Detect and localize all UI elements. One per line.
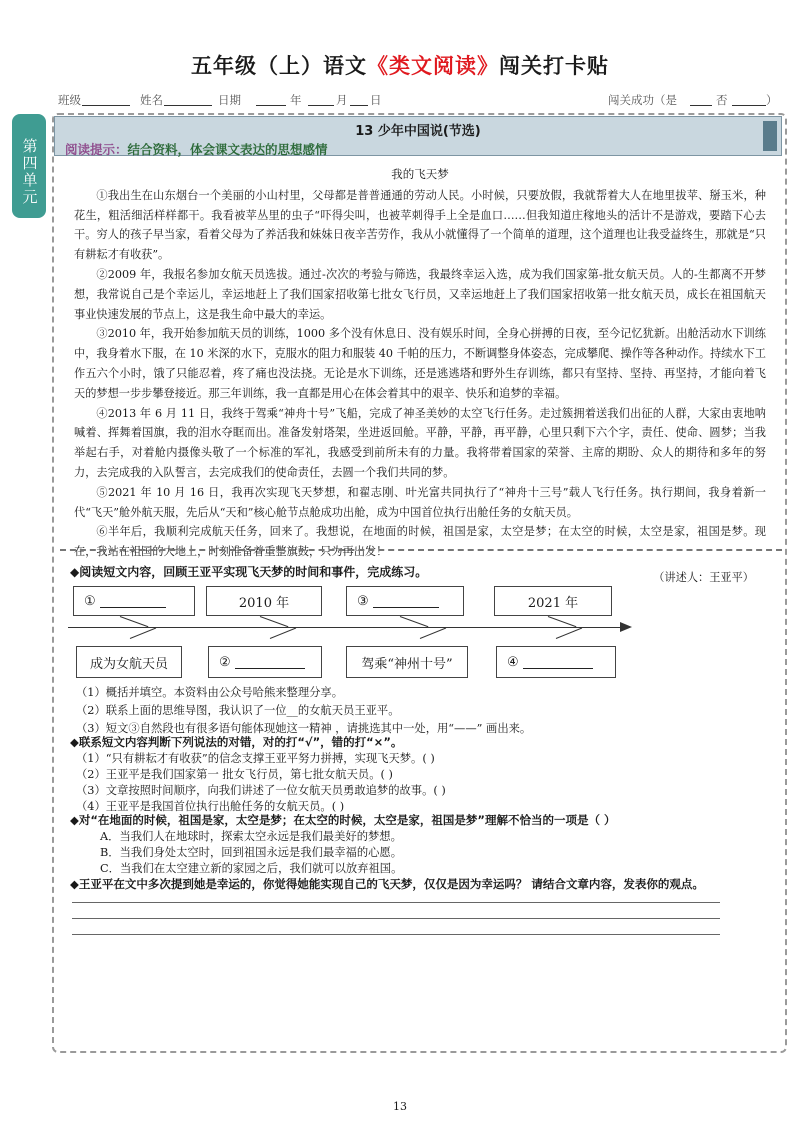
q2-item[interactable]: （1）“只有耕耘才有收获”的信念支撑王亚平努力拼搏，实现飞天梦。( ) [76, 752, 435, 765]
timeline-arrowhead [620, 622, 632, 632]
day-label: 日 [370, 93, 382, 107]
class-label: 班级 [58, 93, 81, 107]
question-1-heading: ◆阅读短文内容，回顾王亚平实现飞天梦的时间和事件，完成练习。 [70, 565, 428, 579]
section-title: 13 少年中国说(节选) [355, 124, 481, 139]
title-highlight: 《类文阅读》 [367, 54, 499, 78]
page-title [0, 50, 800, 80]
unit-side-tab: 第四单元 [12, 114, 46, 218]
q1-sub-3: （3）短文③自然段也有很多语句能体现她这一精神 ，请挑选其中一处，用“——” 画出来。 [76, 722, 532, 735]
section-header [54, 116, 782, 156]
name-label: 姓名 [140, 93, 163, 107]
article [74, 165, 766, 588]
q2-item[interactable]: （3）文章按照时间顺序，向我们讲述了一位女航天员勇敢追梦的故事。( ) [76, 784, 446, 797]
timeline-box-2021 [494, 586, 612, 616]
name-field[interactable] [164, 105, 212, 106]
header-accent-block [763, 121, 777, 151]
reading-tip-text: 结合资料，体会课文表达的思想感情 [127, 142, 328, 157]
timeline-box-2010 [206, 586, 322, 616]
year-label: 年 [290, 93, 302, 107]
q2-item[interactable]: （4）王亚平是我国首位执行出舱任务的女航天员。( ) [76, 800, 345, 813]
title-prefix: 五年级（上）语文 [191, 54, 367, 78]
timeline-box-4-label: ④ [507, 654, 519, 670]
timeline-blank-1[interactable] [100, 594, 166, 608]
timeline-box-4[interactable] [496, 646, 616, 678]
student-info-bar [58, 92, 788, 110]
pass-no-label: 否 [716, 93, 728, 107]
q1-sub-1: （1）概括并填空。本资料由公众号哈熊来整理分享。 [76, 686, 344, 699]
q3-option-c[interactable]: C．当我们在太空建立新的家园之后，我们就可以放弃祖国。 [100, 862, 403, 875]
timeline-box-3-label: ③ [357, 593, 369, 609]
q1-sub-2: （2）联系上面的思维导图，我认识了一位__的女航天员王亚平。 [76, 704, 400, 717]
q2-item[interactable]: （2）王亚平是我们国家第一 批女飞行员，第七批女航天员。( ) [76, 768, 393, 781]
article-paragraph: ⑤2021 年 10 月 16 日，我再次实现飞天梦想，和翟志刚、叶光富共同执行了“神舟十三号”载人飞行任务。执行期间，我身着新一代“飞天”舱外航天服，先后从“天和”核心舱节点舱成功出舱，成为中国首位执行出舱任务的女航天员。 [74, 485, 766, 519]
narrator: （讲述人：王亚平） [653, 570, 754, 584]
question-2-heading: ◆联系短文内容判断下列说法的对错，对的打“√”，错的打“×”。 [70, 735, 403, 749]
article-paragraph: ③2010 年，我开始参加航天员的训练，1000 多个没有休息日、没有娱乐时间，全身心拼搏的日夜，至今记忆犹新。出舱活动水下训练中，我身着水下服，在 10 米深的水下，克服水的阻力和服装 40 千帕的压力，不断调整身体姿态，完成攀爬、操作等各种动作。持续水下工作五六个小时，饿了只能忍着，疼了痛也没法挠。无论是水下训练，还是逃逃塔和野外生存训练，都只有坚持、坚持、再坚持，才能向着飞天的梦想一步步攀登接近。那三年训练，我一直都是用心在体会着其中的艰辛、快乐和追梦的幸福。 [74, 327, 766, 400]
section-divider [60, 549, 782, 551]
reading-tip-label: 阅读提示： [65, 142, 128, 157]
pass-yes-field[interactable] [690, 105, 712, 106]
timeline-box-2-label: ② [219, 654, 231, 670]
timeline-box-2010-label: 2010 年 [238, 595, 290, 611]
question-4-heading: ◆王亚平在文中多次提到她是幸运的，你觉得她能实现自己的飞天梦，仅仅是因为幸运吗？ 请结合文章内容，发表你的观点。 [70, 877, 704, 891]
timeline-event-female-astronaut [76, 646, 182, 678]
class-field[interactable] [82, 105, 130, 106]
day-field[interactable] [350, 105, 368, 106]
timeline-box-2[interactable] [208, 646, 322, 678]
year-field[interactable] [256, 105, 286, 106]
answer-line[interactable] [72, 934, 720, 935]
article-paragraph: ⑥半年后，我顺利完成航天任务，回来了。我想说，在地面的时候，祖国是家，太空是梦；在太空的时候，太空是家，祖国是梦。现在，我站在祖国的大地上，时刻准备着重整旗鼓，只为再出发！ [74, 525, 766, 559]
timeline-box-1-label: ① [84, 593, 96, 609]
pass-label: 闯关成功（是 [608, 93, 677, 107]
timeline-event-shenzhou [346, 646, 468, 678]
q3-option-a[interactable]: A．当我们人在地球时，探索太空永远是我们最美好的梦想。 [100, 830, 402, 843]
timeline-box-3[interactable] [346, 586, 464, 616]
month-label: 月 [336, 93, 348, 107]
answer-line[interactable] [72, 918, 720, 919]
title-suffix: 闯关打卡贴 [499, 54, 609, 78]
pass-no-field[interactable] [732, 105, 766, 106]
article-paragraph: ①我出生在山东烟台一个美丽的小山村里，父母都是普普通通的劳动人民。小时候，只要放假，我就帮着大人在地里拔苹、掰玉米，种花生，粗活细活样样都干。我看被苹丛里的虫子“吓得尖叫，也被苹刺得手上全是血口……但我知道庄稼地头的活计不是游戏，要踏下心去干。穷人的孩子早当家，看着父母为了养活我和妹妹日夜辛苦劳作，我从小就懂得了一个简单的道理，这个道理也让我受益终生，那就是“只有耕耘才有收获”。 [74, 188, 766, 262]
reading-tip [65, 140, 328, 158]
question-3-heading: ◆对“在地面的时候，祖国是家，太空是梦；在太空的时候，太空是家，祖国是梦”理解不恰当的一项是（ ） [70, 813, 616, 827]
timeline-box-2021-label: 2021 年 [527, 595, 579, 611]
page-number: 13 [393, 1100, 407, 1113]
answer-line[interactable] [72, 902, 720, 903]
q3-option-b[interactable]: B．当我们身处太空时，回到祖国永远是我们最幸福的心愿。 [100, 846, 403, 859]
timeline-blank-3[interactable] [373, 594, 439, 608]
article-paragraph: ④2013 年 6 月 11 日，我终于驾乘“神舟十号”飞船，完成了神圣美妙的太空飞行任务。走过簇拥着送我们出征的人群，大家由衷地呐喊着、挥舞着国旗，我的泪水夺眶而出。准备发射塔架，坐进返回舱。平静，平静，再平静，心里只剩下六个字，责任、使命、圆梦；当我举起右手，对着舱内摄像头敬了一个标准的军礼，我感受到前所未有的力量。我将带着国家的荣誉、主席的期盼、众人的期待和多年的努力，去完成我的入队誓言，去完成我们的使命责任，去圆一个我们共同的梦。 [74, 406, 766, 479]
timeline-box-1[interactable] [73, 586, 195, 616]
article-title: 我的飞天梦 [391, 167, 449, 181]
timeline-blank-2[interactable] [235, 655, 305, 669]
date-label: 日期 [218, 93, 241, 107]
pass-close-paren: ） [766, 93, 778, 107]
timeline-event-3-label: 驾乘“神州十号” [361, 656, 453, 672]
timeline-blank-4[interactable] [523, 655, 593, 669]
timeline-event-1-label: 成为女航天员 [89, 656, 168, 672]
article-paragraph: ②2009 年，我报名参加女航天员选拔。通过-次次的考验与筛选，我最终幸运入选，成为我们国家第-批女航天员。人的-生都离不开梦想，我常说自己是个幸运儿，幸运地赶上了我们国家招收第七批女飞行员，又幸运地赶上了我们国家招收第一批女航天员，成长在祖国航天事业快速发展的节点上，这是我生命中最大的幸运。 [74, 267, 766, 321]
month-field[interactable] [308, 105, 334, 106]
